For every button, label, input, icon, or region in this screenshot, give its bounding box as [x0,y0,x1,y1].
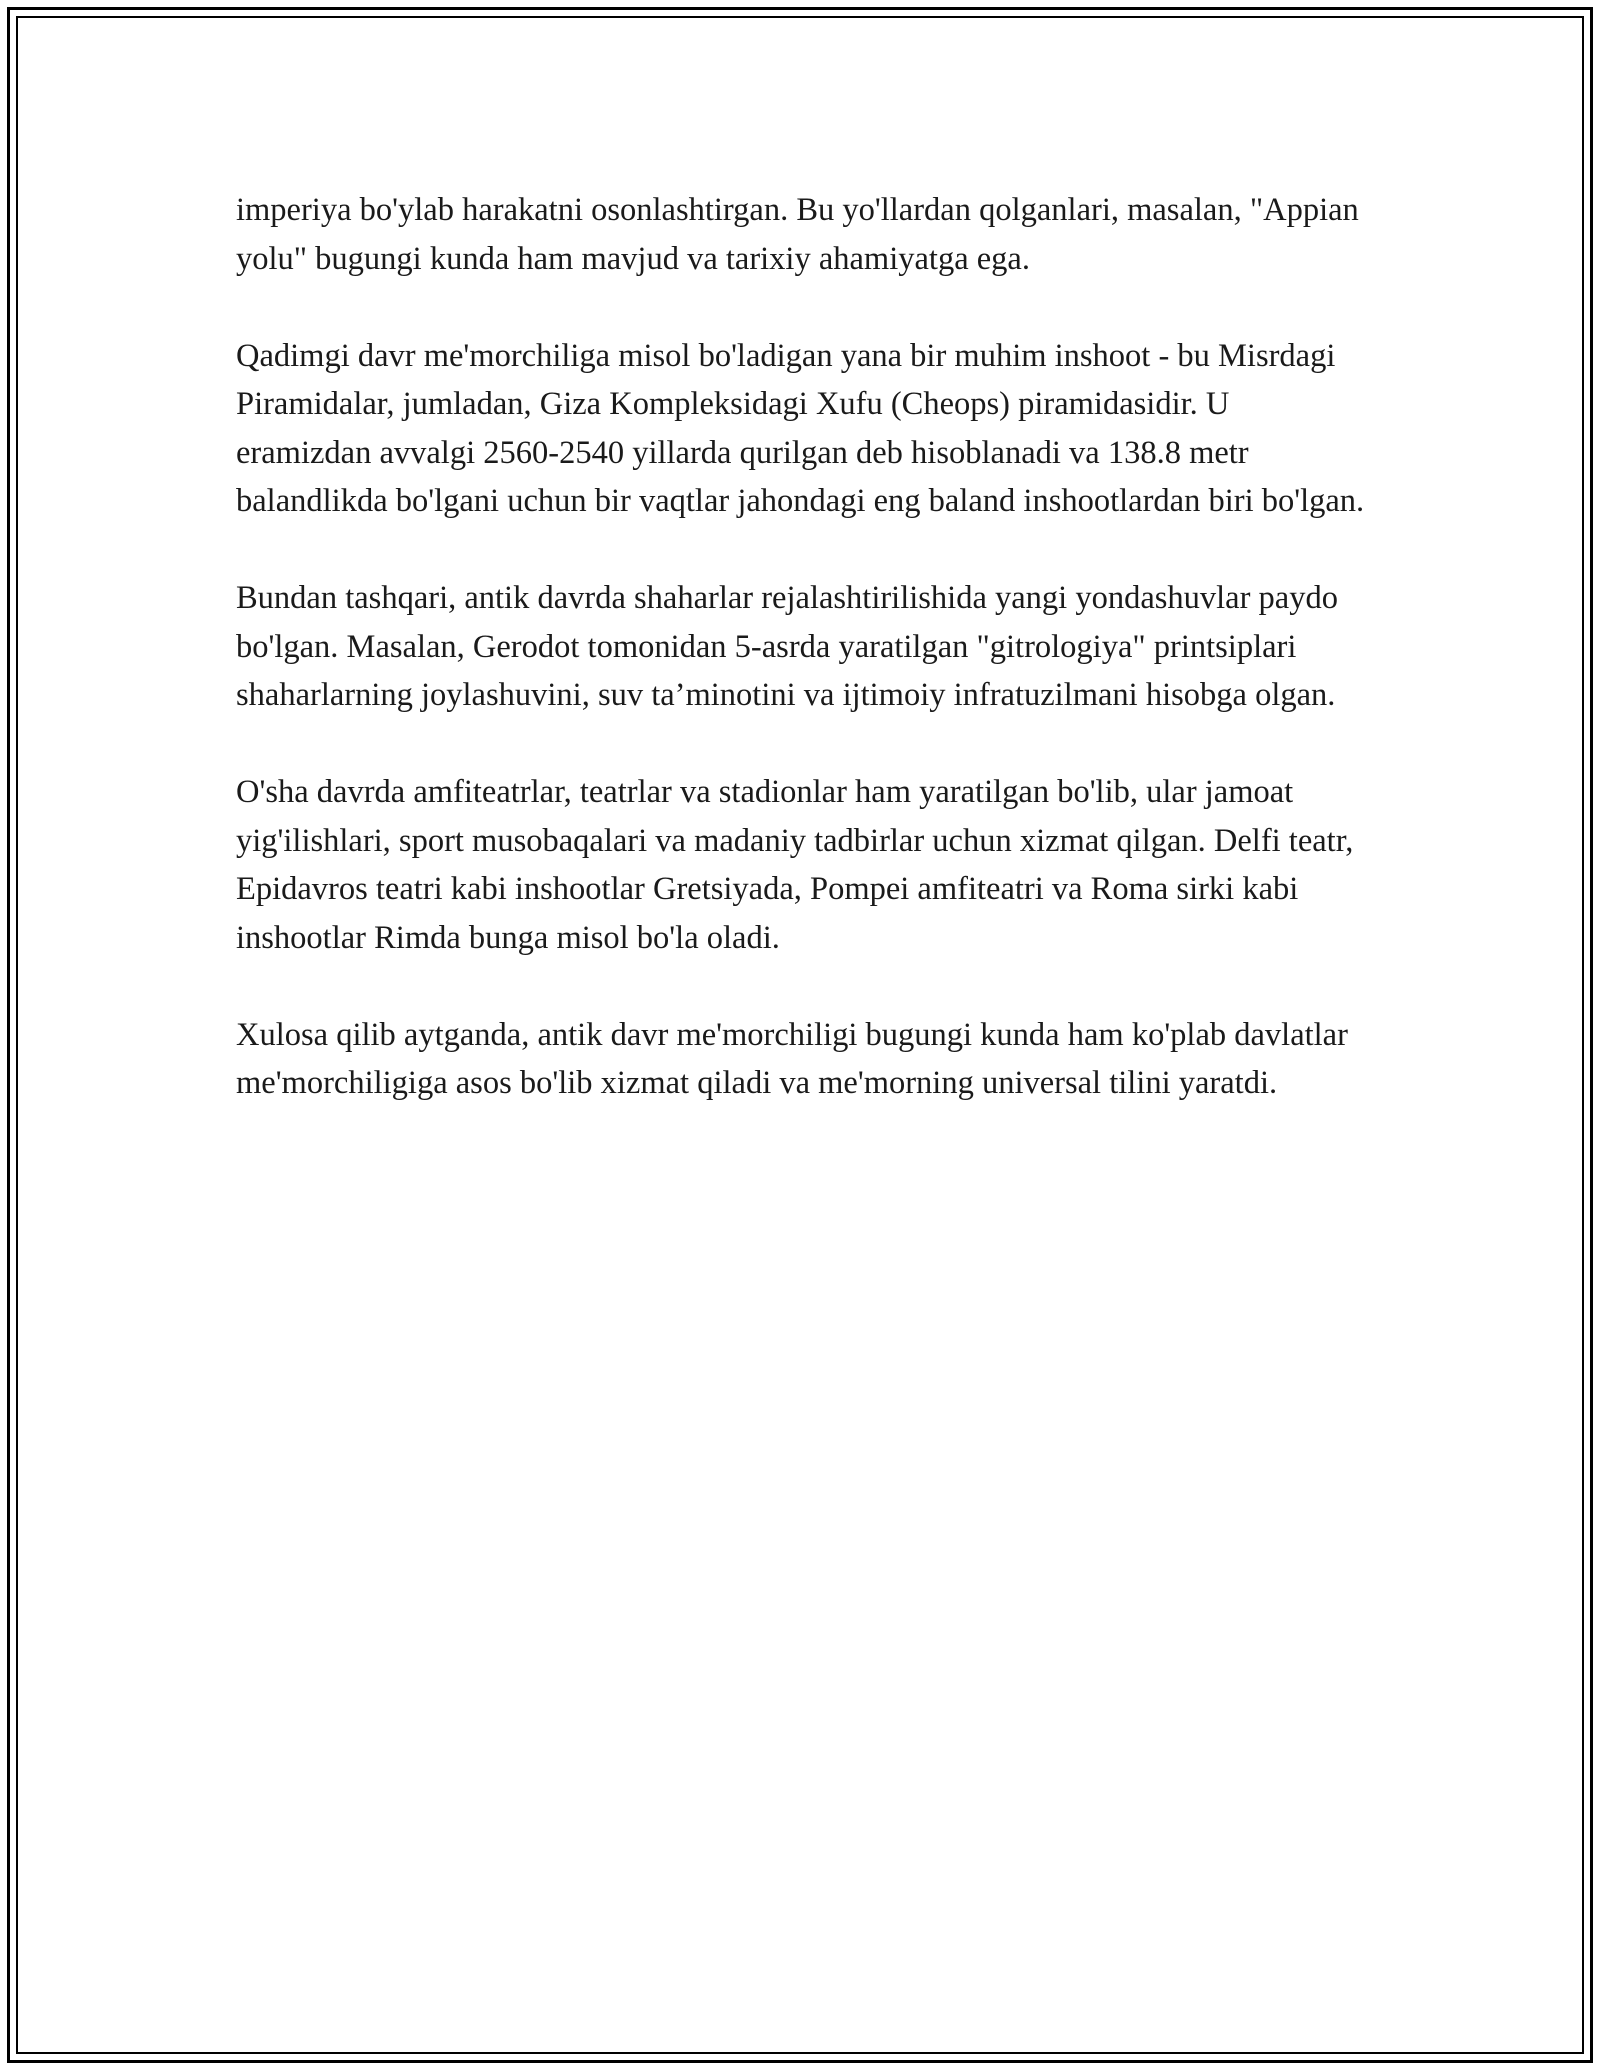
paragraph-roman-roads: imperiya bo'ylab harakatni osonlashtirgan. Bu yo'llardan qolganlari, masalan, "Appian yolu" bugungi kunda ham mavjud va tarixiy ahamiyatga ega. [236,192,1359,277]
document-body [236,186,1366,1108]
paragraph-conclusion: Xulosa qilib aytganda, antik davr me'morchiligi bugungi kunda ham ko'plab davlatlar me'morchiligiga asos bo'lib xizmat qiladi va me'morning universal tilini yaratdi. [236,1016,1348,1101]
paragraph-amphitheatres: O'sha davrda amfiteatrlar, teatrlar va stadionlar ham yaratilgan bo'lib, ular jamoat yig'ilishlari, sport musobaqalari va madaniy tadbirlar uchun xizmat qilgan. Delfi teatr, Epidavros teatri kabi inshootlar Gretsiyada, Pompei amfiteatri va Roma sirki kabi inshootlar Rimda bunga misol bo'la oladi. [236,774,1354,956]
paragraph-pyramids: Qadimgi davr me'morchiliga misol bo'ladigan yana bir muhim inshoot - bu Misrdagi Piramidalar, jumladan, Giza Kompleksidagi Xufu (Cheops) piramidasidir. U eramizdan avvalgi 2560-2540 yillarda qurilgan deb hisoblanadi va 138.8 metr balandlikda bo'lgani uchun bir vaqtlar jahondagi eng baland inshootlardan biri bo'lgan. [236,337,1365,519]
paragraph-city-planning: Bundan tashqari, antik davrda shaharlar rejalashtirilishida yangi yondashuvlar paydo bo'lgan. Masalan, Gerodot tomonidan 5-asrda yaratilgan "gitrologiya" printsiplari shaharlarning joylashuvini, suv ta’minotini va ijtimoiy infratuzilmani hisobga olgan. [236,580,1338,713]
